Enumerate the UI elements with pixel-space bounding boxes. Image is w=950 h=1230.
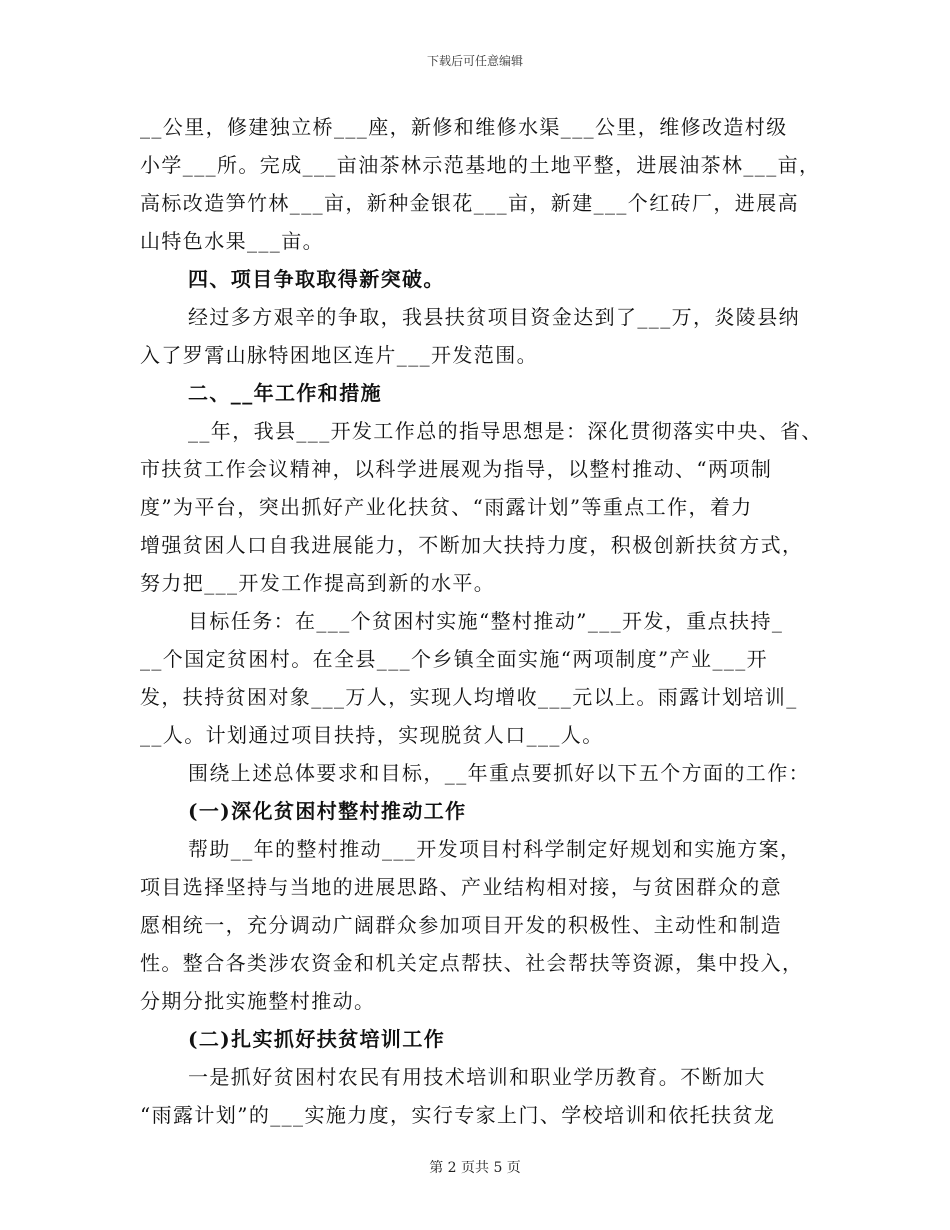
text-line: 目标任务：在___个贫困村实施“整村推动”___开发，重点扶持_ — [188, 609, 784, 633]
text-line: 高标改造笋竹林___亩，新种金银花___亩，新建___个红砖厂，进展高 — [140, 191, 799, 215]
text-line: 山特色水果___亩。 — [140, 229, 324, 253]
text-line: __个国定贫困村。在全县___个乡镇全面实施“两项制度”产业___开 — [140, 647, 769, 671]
text-line: 愿相统一，充分调动广阔群众参加项目开发的积极性、主动性和制造 — [140, 913, 782, 937]
text-line: __年，我县___开发工作总的指导思想是：深化贯彻落实中央、省、 — [188, 419, 823, 443]
text-line: 一是抓好贫困村农民有用技术培训和职业学历教育。不断加大 — [188, 1065, 766, 1089]
text-line: 分期分批实施整村推动。 — [140, 989, 376, 1013]
text-line: 增强贫困人口自我进展能力，不断加大扶持力度，积极创新扶贫方式， — [140, 533, 804, 557]
page-header: 下载后可任意编辑 — [426, 54, 523, 68]
text-line: 入了罗霄山脉特困地区连片___开发范围。 — [140, 343, 538, 367]
text-line: 围绕上述总体要求和目标，__年重点要抓好以下五个方面的工作： — [188, 761, 810, 785]
subsection-heading: (二)扎实抓好扶贫培训工作 — [188, 1027, 446, 1051]
subsection-heading: (一)深化贫困村整村推动工作 — [188, 799, 467, 823]
text-line: 性。整合各类涉农资金和机关定点帮扶、社会帮扶等资源，集中投入， — [140, 951, 804, 975]
section-heading: 二、__年工作和措施 — [188, 381, 382, 405]
section-heading: 四、项目争取取得新突破。 — [188, 267, 445, 291]
page-footer: 第 2 页共 5 页 — [429, 1160, 521, 1176]
text-line: 经过多方艰辛的争取，我县扶贫项目资金达到了___万，炎陵县纳 — [188, 305, 800, 329]
text-line: 度”为平台，突出抓好产业化扶贫、“雨露计划”等重点工作，着力 — [140, 495, 753, 519]
text-line: “雨露计划”的___实施力度，实行专家上门、学校培训和依托扶贫龙 — [140, 1103, 776, 1127]
text-line: __公里，修建独立桥___座，新修和维修水渠___公里，维修改造村级 — [140, 115, 788, 139]
text-line: 帮助__年的整村推动___开发项目村科学制定好规划和实施方案， — [188, 837, 802, 861]
text-line: 发，扶持贫困对象___万人，实现人均增收___元以上。雨露计划培训_ — [140, 685, 798, 709]
text-line: 市扶贫工作会议精神，以科学进展观为指导，以整村推动、“两项制 — [140, 457, 773, 481]
text-line: 项目选择坚持与当地的进展思路、产业结构相对接，与贫困群众的意 — [140, 875, 782, 899]
text-line: __人。计划通过项目扶持，实现脱贫人口___人。 — [140, 723, 604, 747]
text-line: 努力把___开发工作提高到新的水平。 — [140, 571, 496, 595]
text-line: 小学___所。完成___亩油茶林示范基地的土地平整，进展油茶林___亩， — [140, 153, 821, 177]
